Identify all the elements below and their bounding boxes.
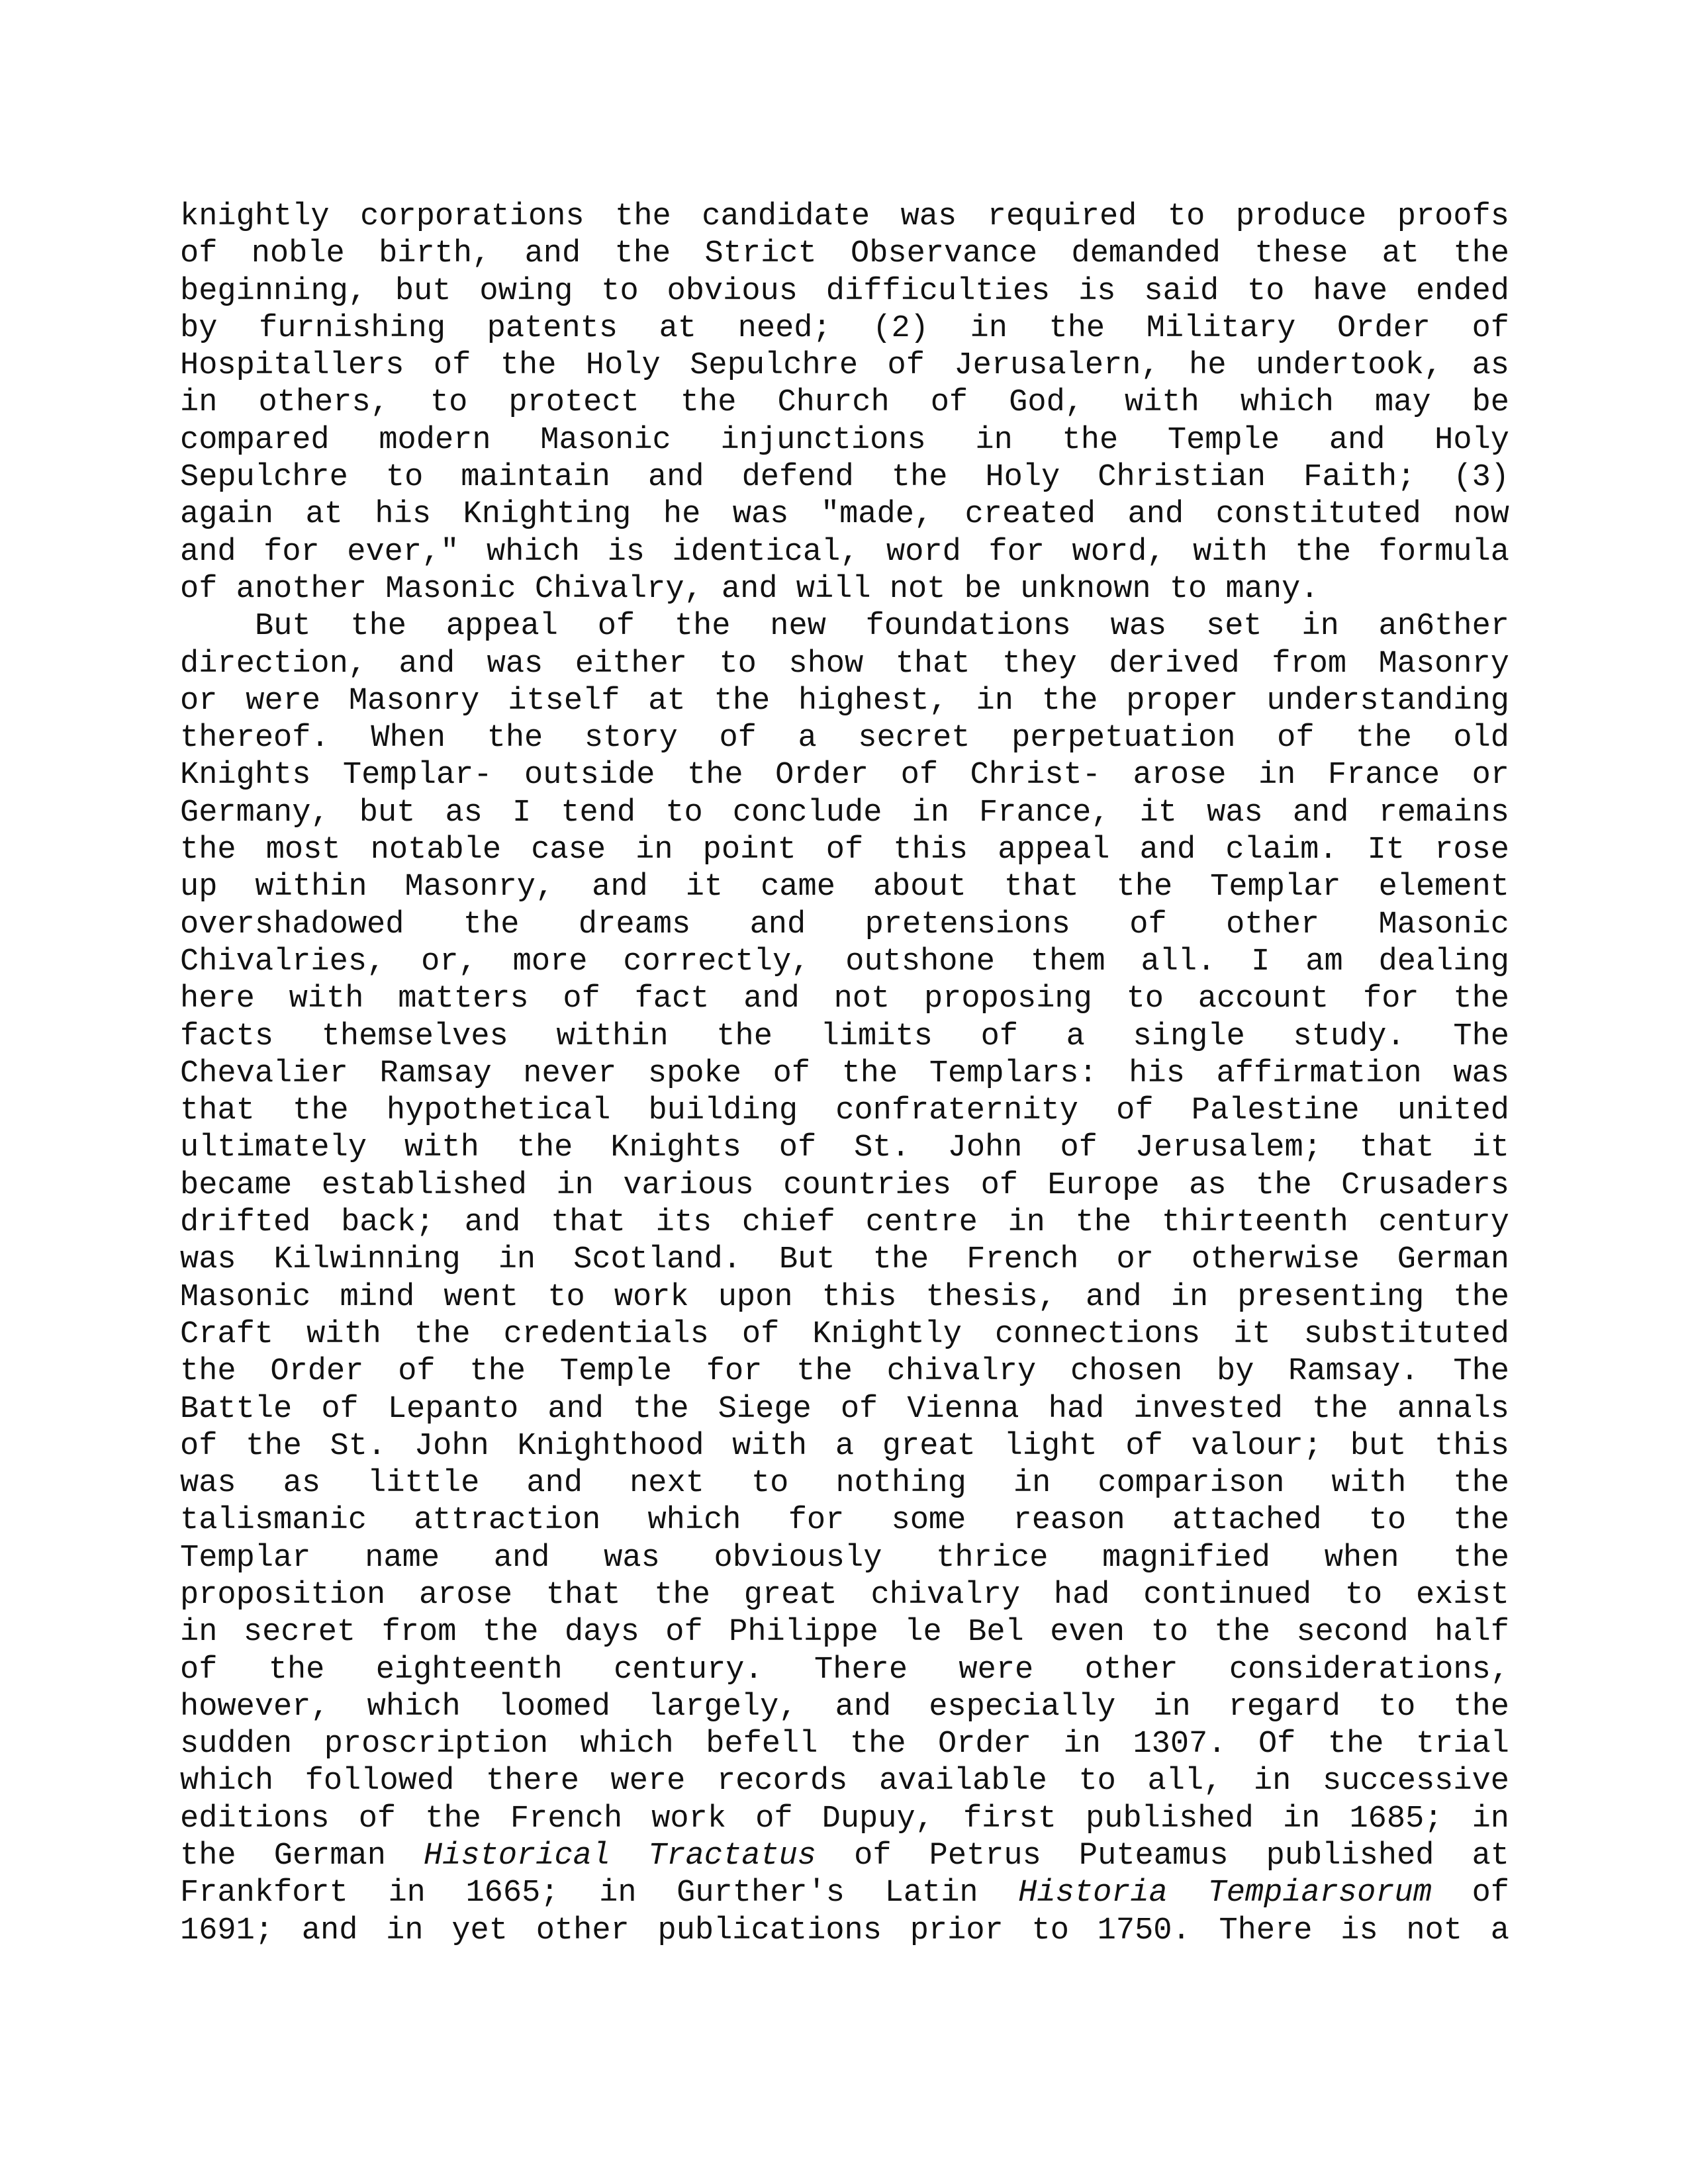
paragraph-start-line	[180, 608, 1509, 645]
text-line: again at his Knighting he was "made, created and constituted now	[180, 497, 1509, 533]
text-line: Masonic mind went to work upon this thesis, and in presenting the	[180, 1279, 1509, 1315]
text-line: facts themselves within the limits of a single study. The	[180, 1019, 1509, 1054]
text-line: proposition arose that the great chivalry had continued to exist	[180, 1577, 1509, 1613]
text-line: by furnishing patents at need; (2) in the Military Order of	[180, 310, 1509, 346]
paragraph-indent	[180, 608, 255, 645]
text-line: here with matters of fact and not proposing to account for the	[180, 981, 1509, 1017]
text-line: the most notable case in point of this appeal and claim. It rose	[180, 833, 1509, 868]
text-line: drifted back; and that its chief centre in the thirteenth century	[180, 1205, 1509, 1241]
text-line: talismanic attraction which for some reason attached to the	[180, 1503, 1509, 1539]
italic-title: Historical Tractatus	[424, 1839, 817, 1874]
text-line: up within Masonry, and it came about that the Templar element	[180, 870, 1509, 905]
text-line: Craft with the credentials of Knightly connections it substituted	[180, 1316, 1509, 1352]
text-line: Battle of Lepanto and the Siege of Vienna had invested the annals	[180, 1391, 1509, 1427]
text-line: in others, to protect the Church of God, with which may be	[180, 385, 1509, 421]
text-segment: the German	[180, 1839, 386, 1874]
text-line: was Kilwinning in Scotland. But the French or otherwise German	[180, 1242, 1509, 1278]
text-line: in secret from the days of Philippe le Bel even to the second half	[180, 1615, 1509, 1651]
text-line: of the eighteenth century. There were other considerations,	[180, 1652, 1509, 1688]
text-line: or were Masonry itself at the highest, in the proper understanding	[180, 683, 1509, 719]
text-segment: of Petrus Puteamus published at	[854, 1839, 1509, 1874]
text-line: beginning, but owing to obvious difficulties is said to have ended	[180, 273, 1509, 309]
body-text	[180, 199, 1509, 1950]
text-line: 1691; and in yet other publications prior to 1750. There is not a	[180, 1913, 1509, 1948]
text-line-with-italic	[180, 1838, 1509, 1875]
italic-title: Historia Tempiarsorum	[1018, 1876, 1432, 1911]
text-segment: Frankfort in 1665; in Gurther's Latin	[180, 1876, 978, 1911]
text-line: and for ever," which is identical, word for word, with the formula	[180, 534, 1509, 570]
text-line: Chivalries, or, more correctly, outshone them all. I am dealing	[180, 944, 1509, 979]
text-line-content: But the appeal of the new foundations was set in an6ther	[255, 609, 1509, 645]
text-line: became established in various countries of Europe as the Crusaders	[180, 1167, 1509, 1203]
text-line: of the St. John Knighthood with a great light of valour; but this	[180, 1428, 1509, 1464]
text-line: overshadowed the dreams and pretensions of other Masonic	[180, 907, 1509, 942]
text-line: the Order of the Temple for the chivalry chosen by Ramsay. The	[180, 1354, 1509, 1390]
text-line-with-italic	[180, 1875, 1509, 1912]
text-line: of another Masonic Chivalry, and will not be unknown to many.	[180, 571, 1319, 607]
text-line: that the hypothetical building confraternity of Palestine united	[180, 1093, 1509, 1129]
text-segment: of	[1472, 1876, 1510, 1911]
text-line: editions of the French work of Dupuy, first published in 1685; in	[180, 1801, 1509, 1837]
text-line: compared modern Masonic injunctions in the Temple and Holy	[180, 422, 1509, 458]
text-line: Chevalier Ramsay never spoke of the Templars: his affirmation was	[180, 1056, 1509, 1091]
text-line: ultimately with the Knights of St. John of Jerusalem; that it	[180, 1130, 1509, 1166]
text-line: was as little and next to nothing in comparison with the	[180, 1466, 1509, 1502]
text-line: sudden proscription which befell the Order in 1307. Of the trial	[180, 1727, 1509, 1762]
text-line: Sepulchre to maintain and defend the Holy Christian Faith; (3)	[180, 460, 1509, 496]
text-line: Hospitallers of the Holy Sepulchre of Jerusalern, he undertook, as	[180, 348, 1509, 384]
text-line: knightly corporations the candidate was required to produce proofs	[180, 199, 1509, 234]
text-line: Templar name and was obviously thrice magnified when the	[180, 1540, 1509, 1576]
text-line: Knights Templar- outside the Order of Christ- arose in France or	[180, 758, 1509, 794]
text-line: direction, and was either to show that they derived from Masonry	[180, 646, 1509, 682]
text-line: Germany, but as I tend to conclude in France, it was and remains	[180, 795, 1509, 831]
text-line: of noble birth, and the Strict Observance demanded these at the	[180, 236, 1509, 272]
text-line: thereof. When the story of a secret perpetuation of the old	[180, 721, 1509, 756]
text-line: which followed there were records available to all, in successive	[180, 1764, 1509, 1799]
text-line: however, which loomed largely, and especially in regard to the	[180, 1689, 1509, 1725]
